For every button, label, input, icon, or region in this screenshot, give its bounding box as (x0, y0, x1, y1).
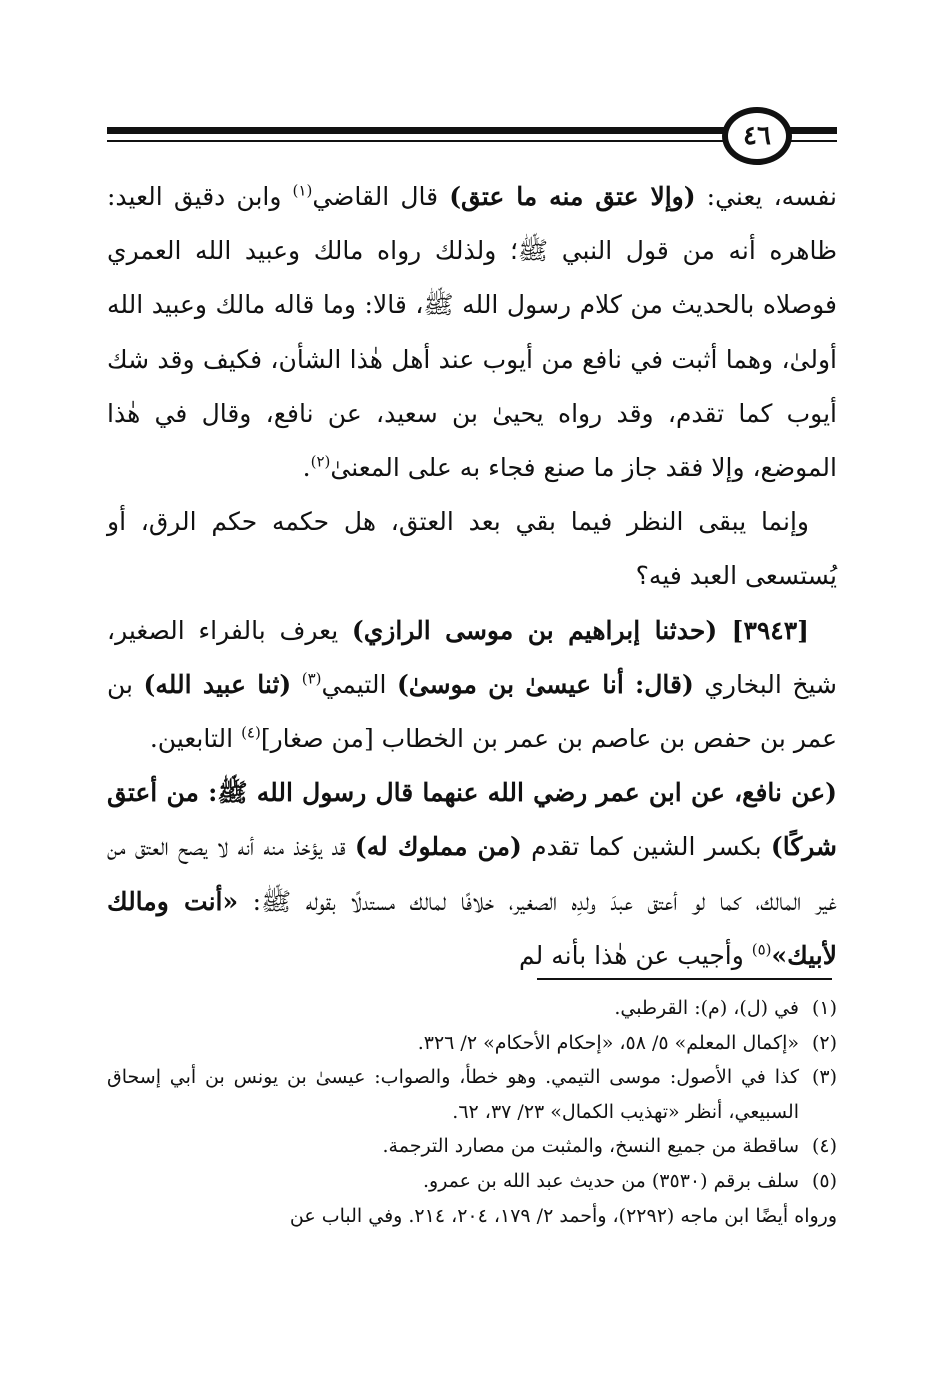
hadith-number-chain: [٣٩٤٣] (حدثنا إبراهيم بن موسى الرازي) (351, 615, 809, 645)
footnotes (107, 991, 837, 1233)
text-run: التابعين. (149, 724, 242, 754)
footnote-5 (107, 1164, 837, 1199)
hadith-text: (عن نافع، عن ابن عمر رضي الله عنهما قال رسول الله ﷺ: من أعتق شركًا) (107, 778, 837, 862)
paragraph-4 (107, 766, 837, 983)
text-run (291, 670, 302, 699)
text-run: بن عمر بن حفص بن عاصم بن عمر بن الخطاب [من صغار] (107, 669, 837, 754)
text-run: نفسه، يعني: (695, 182, 837, 211)
footnote-3 (107, 1060, 837, 1129)
footnote-text: في (ل)، (م): القرطبي. (614, 997, 799, 1019)
footnote-number: (٢) (811, 1031, 837, 1054)
footnote-ref-1[interactable]: (١) (292, 181, 313, 200)
text-run: بكسر الشين كما تقدم (521, 832, 771, 862)
footnote-ref-5[interactable]: (٥) (751, 940, 772, 959)
footnote-separator (537, 978, 832, 980)
narrator-chain: (قال: أنا عيسىٰ بن موسىٰ) (396, 669, 694, 699)
footnote-2 (107, 1026, 837, 1061)
text-run: يعرف بالفراء الصغير، شيخ البخاري (107, 615, 837, 699)
footnote-ref-4[interactable]: (٤) (241, 723, 261, 742)
paragraph-2: وإنما يبقى النظر فيما بقي بعد العتق، هل حكمه حكم الرق، أو يُستسعى العبد فيه؟ (107, 507, 837, 591)
text-run: وأجيب عن هٰذا بأنه لم (519, 940, 752, 970)
text-run: وابن دقيق العيد: ظاهره أنه من قول النبي ﷺ؛ ولذلك رواه مالك وعبيد الله العمري فوصلاه بالحديث من كلام رسول الله ﷺ، قالا: وما قاله مالك وعبيد الله أولىٰ، وهما أثبت في نافع من أيوب عند أهل هٰذا الشأن، فكيف وقد شك أيوب كما تقدم، وقد رواه يحيىٰ بن سعيد، عن نافع، وقال في هٰذا الموضع، وإلا فقد جاز ما صنع فجاء به على المعنىٰ (107, 182, 837, 483)
text-run: قد يؤخذ منه أنه لا يصح العتق من غير المالك، كما لو أعتق عبدَ ولدِه الصغير، خلافًا لمالك مستدلًا بقوله ﷺ: (107, 832, 837, 916)
footnote-number: (٥) (811, 1169, 837, 1192)
footnote-1 (107, 991, 837, 1026)
footnote-text: ساقطة من جميع النسخ، والمثبت من مصارد الترجمة. (382, 1135, 799, 1158)
quoted-hadith: (وإلا عتق منه ما عتق) (449, 182, 696, 211)
narrator-chain: (ثنا عبيد الله) (143, 669, 292, 699)
footnote-number: (١) (811, 997, 837, 1019)
footnote-text: كذا في الأصول: موسى التيمي. وهو خطأ، والصواب: عيسىٰ بن يونس بن أبي إسحاق السبيعي، أنظر «تهذيب الكمال» ٢٣/ ٣٧، ٦٢. (107, 1066, 799, 1123)
footnote-number: (٣) (811, 1066, 837, 1089)
paragraph-1 (107, 170, 837, 495)
footnote-text: سلف برقم (٣٥٣٠) من حديث عبد الله بن عمرو. (422, 1169, 799, 1192)
quoted-hadith: «أنت ومالك لأبيك» (107, 886, 837, 970)
page-number: ٤٦ (722, 107, 792, 165)
text-run: قال القاضي (312, 182, 450, 211)
footnote-text: «إكمال المعلم» ٥/ ٥٨، «إحكام الأحكام» ٢/ ٣٢٦. (417, 1031, 799, 1054)
footnote-number: (٤) (811, 1135, 837, 1158)
hadith-text: (من مملوك له) (354, 832, 522, 862)
text-run: التيمي (321, 669, 397, 699)
main-text (107, 170, 837, 983)
footnote-4 (107, 1129, 837, 1164)
footnote-continuation: ورواه أيضًا ابن ماجه (٢٢٩٢)، وأحمد ٢/ ١٧٩، ٢٠٤، ٢١٤. وفي الباب عن (289, 1204, 837, 1227)
footnote-ref-2[interactable]: (٢) (310, 452, 331, 471)
paragraph-3 (107, 604, 837, 767)
footnote-ref-3[interactable]: (٣) (301, 669, 322, 688)
text-run: . (302, 453, 311, 483)
